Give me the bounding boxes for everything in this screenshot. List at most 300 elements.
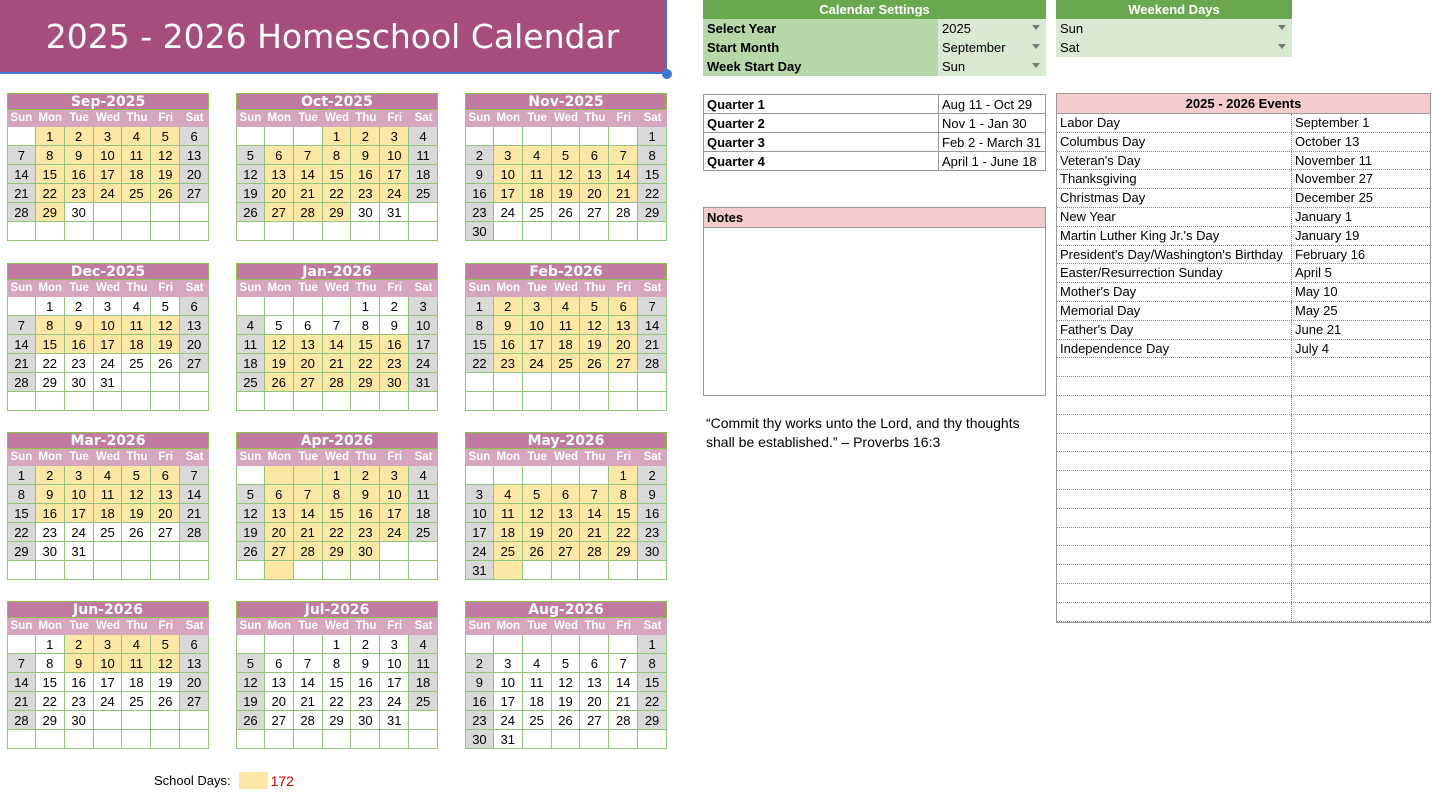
empty-day-cell[interactable]: [7, 392, 36, 411]
empty-day-cell[interactable]: [409, 203, 438, 222]
day-cell[interactable]: 27: [609, 354, 638, 373]
empty-day-cell[interactable]: [523, 561, 552, 580]
day-cell[interactable]: 2: [65, 635, 94, 654]
empty-day-cell[interactable]: [494, 373, 523, 392]
empty-day-cell[interactable]: [7, 561, 36, 580]
day-cell[interactable]: 13: [294, 335, 323, 354]
day-cell[interactable]: 14: [609, 165, 638, 184]
day-cell[interactable]: 24: [523, 354, 552, 373]
day-cell[interactable]: 20: [180, 335, 209, 354]
event-row-empty[interactable]: [1057, 396, 1430, 415]
event-date-empty[interactable]: [1292, 528, 1430, 546]
day-cell[interactable]: 3: [465, 485, 494, 504]
empty-day-cell[interactable]: [294, 730, 323, 749]
day-cell[interactable]: 11: [409, 146, 438, 165]
day-cell[interactable]: 6: [265, 654, 294, 673]
event-date[interactable]: September 1: [1295, 115, 1370, 130]
day-cell[interactable]: 21: [7, 354, 36, 373]
day-cell[interactable]: 1: [323, 127, 352, 146]
day-cell[interactable]: 31: [494, 730, 523, 749]
day-cell[interactable]: 26: [151, 184, 180, 203]
day-cell[interactable]: 30: [65, 203, 94, 222]
event-date[interactable]: December 25: [1295, 190, 1374, 206]
event-row-empty[interactable]: [1057, 603, 1430, 622]
day-cell[interactable]: 15: [36, 165, 65, 184]
event-name-empty[interactable]: [1057, 509, 1292, 527]
day-cell[interactable]: 11: [409, 485, 438, 504]
day-cell[interactable]: 7: [180, 466, 209, 485]
day-cell[interactable]: 27: [180, 692, 209, 711]
day-cell[interactable]: 1: [36, 635, 65, 654]
day-cell[interactable]: 2: [465, 654, 494, 673]
day-cell[interactable]: 1: [638, 127, 667, 146]
day-cell[interactable]: 1: [36, 297, 65, 316]
day-cell[interactable]: 20: [552, 523, 581, 542]
day-cell[interactable]: 14: [180, 485, 209, 504]
day-cell[interactable]: 15: [465, 335, 494, 354]
day-cell[interactable]: 30: [351, 542, 380, 561]
day-cell[interactable]: 23: [65, 354, 94, 373]
weekend-day-1-dropdown[interactable]: Sun: [1056, 19, 1292, 38]
school-days-count[interactable]: 172: [270, 772, 294, 789]
day-cell[interactable]: 16: [351, 165, 380, 184]
day-cell[interactable]: 8: [323, 485, 352, 504]
empty-day-cell[interactable]: [323, 297, 352, 316]
day-cell[interactable]: 4: [409, 466, 438, 485]
day-cell[interactable]: 19: [236, 523, 265, 542]
day-cell[interactable]: 26: [122, 523, 151, 542]
month-title[interactable]: Oct-2025: [236, 93, 438, 110]
day-cell[interactable]: 17: [494, 692, 523, 711]
empty-day-cell[interactable]: [380, 730, 409, 749]
empty-day-cell[interactable]: [265, 127, 294, 146]
day-cell[interactable]: 10: [94, 316, 123, 335]
empty-day-cell[interactable]: [151, 222, 180, 241]
day-cell[interactable]: 22: [323, 692, 352, 711]
event-name-empty[interactable]: [1057, 377, 1292, 395]
month-title[interactable]: Nov-2025: [465, 93, 667, 110]
day-cell[interactable]: 25: [409, 692, 438, 711]
event-name[interactable]: Independence Day: [1057, 340, 1292, 358]
empty-day-cell[interactable]: [609, 561, 638, 580]
day-cell[interactable]: 20: [609, 335, 638, 354]
day-cell[interactable]: 2: [65, 127, 94, 146]
dropdown-arrow-icon[interactable]: [1032, 25, 1040, 30]
day-cell[interactable]: 9: [638, 485, 667, 504]
day-cell[interactable]: 10: [494, 673, 523, 692]
empty-day-cell[interactable]: [494, 635, 523, 654]
day-cell[interactable]: 16: [494, 335, 523, 354]
day-cell[interactable]: 1: [323, 466, 352, 485]
month-title[interactable]: Aug-2026: [465, 601, 667, 618]
day-cell[interactable]: 4: [236, 316, 265, 335]
event-name[interactable]: New Year: [1057, 208, 1292, 226]
day-cell[interactable]: 21: [638, 335, 667, 354]
event-date-empty[interactable]: [1292, 415, 1430, 433]
week-start-day-dropdown[interactable]: Sun: [938, 57, 1046, 76]
day-cell[interactable]: 12: [552, 673, 581, 692]
day-cell[interactable]: 8: [323, 654, 352, 673]
event-name-empty[interactable]: [1057, 471, 1292, 489]
day-cell[interactable]: 11: [409, 654, 438, 673]
day-cell[interactable]: 8: [323, 146, 352, 165]
empty-day-cell[interactable]: [380, 542, 409, 561]
day-cell[interactable]: 30: [65, 711, 94, 730]
empty-day-cell[interactable]: [323, 730, 352, 749]
day-cell[interactable]: 20: [294, 354, 323, 373]
empty-day-cell[interactable]: [65, 561, 94, 580]
day-cell[interactable]: 28: [638, 354, 667, 373]
event-row-empty[interactable]: [1057, 546, 1430, 565]
day-cell[interactable]: 10: [94, 146, 123, 165]
day-cell[interactable]: 25: [409, 523, 438, 542]
day-cell[interactable]: 3: [494, 654, 523, 673]
day-cell[interactable]: 12: [236, 165, 265, 184]
day-cell[interactable]: 8: [36, 316, 65, 335]
empty-day-cell[interactable]: [580, 392, 609, 411]
day-cell[interactable]: 17: [94, 673, 123, 692]
day-cell[interactable]: 14: [323, 335, 352, 354]
day-cell[interactable]: 7: [7, 316, 36, 335]
day-cell[interactable]: 14: [580, 504, 609, 523]
day-cell[interactable]: 24: [465, 542, 494, 561]
day-cell[interactable]: 23: [351, 184, 380, 203]
day-cell[interactable]: 9: [351, 485, 380, 504]
day-cell[interactable]: 19: [523, 523, 552, 542]
event-row-empty[interactable]: [1057, 377, 1430, 396]
day-cell[interactable]: 6: [151, 466, 180, 485]
day-cell[interactable]: 1: [609, 466, 638, 485]
empty-day-cell[interactable]: [236, 466, 265, 485]
empty-day-cell[interactable]: [122, 222, 151, 241]
event-date-empty[interactable]: [1292, 490, 1430, 508]
day-cell[interactable]: 30: [638, 542, 667, 561]
day-cell[interactable]: 8: [7, 485, 36, 504]
empty-day-cell[interactable]: [409, 392, 438, 411]
event-date-empty[interactable]: [1292, 434, 1430, 452]
empty-day-cell[interactable]: [638, 392, 667, 411]
day-cell[interactable]: 22: [36, 184, 65, 203]
day-cell[interactable]: 19: [151, 335, 180, 354]
day-cell[interactable]: 27: [180, 184, 209, 203]
day-cell[interactable]: 25: [122, 692, 151, 711]
day-cell[interactable]: 18: [552, 335, 581, 354]
day-cell[interactable]: 3: [380, 127, 409, 146]
day-cell[interactable]: 13: [265, 504, 294, 523]
day-cell[interactable]: 24: [94, 692, 123, 711]
day-cell[interactable]: 15: [36, 673, 65, 692]
empty-day-cell[interactable]: [122, 711, 151, 730]
event-row-empty[interactable]: [1057, 471, 1430, 490]
empty-day-cell[interactable]: [494, 222, 523, 241]
day-cell[interactable]: 13: [180, 316, 209, 335]
empty-day-cell[interactable]: [180, 711, 209, 730]
day-cell[interactable]: 20: [265, 184, 294, 203]
day-cell[interactable]: 22: [36, 692, 65, 711]
day-cell[interactable]: 21: [609, 692, 638, 711]
day-cell[interactable]: 29: [323, 542, 352, 561]
day-cell[interactable]: 11: [523, 673, 552, 692]
day-cell[interactable]: 7: [638, 297, 667, 316]
empty-day-cell[interactable]: [151, 561, 180, 580]
day-cell[interactable]: 22: [323, 523, 352, 542]
day-cell[interactable]: 17: [65, 504, 94, 523]
day-cell[interactable]: 6: [294, 316, 323, 335]
day-cell[interactable]: 20: [580, 692, 609, 711]
day-cell[interactable]: 13: [151, 485, 180, 504]
day-cell[interactable]: 11: [94, 485, 123, 504]
event-name[interactable]: Memorial Day: [1057, 302, 1292, 320]
empty-day-cell[interactable]: [122, 373, 151, 392]
day-cell[interactable]: 27: [580, 711, 609, 730]
day-cell[interactable]: 10: [94, 654, 123, 673]
day-cell[interactable]: 25: [409, 184, 438, 203]
day-cell[interactable]: 1: [36, 127, 65, 146]
day-cell[interactable]: 3: [494, 146, 523, 165]
day-cell[interactable]: 5: [151, 127, 180, 146]
dropdown-arrow-icon[interactable]: [1278, 44, 1286, 49]
empty-day-cell[interactable]: [380, 222, 409, 241]
empty-day-cell[interactable]: [180, 373, 209, 392]
day-cell[interactable]: 25: [94, 523, 123, 542]
event-date-empty[interactable]: [1292, 396, 1430, 414]
day-cell[interactable]: 11: [523, 165, 552, 184]
event-name[interactable]: Mother's Day: [1057, 283, 1292, 301]
day-cell[interactable]: 23: [380, 354, 409, 373]
day-cell[interactable]: 7: [323, 316, 352, 335]
day-cell[interactable]: 31: [65, 542, 94, 561]
event-date-empty[interactable]: [1292, 603, 1430, 621]
weekend-day-2-dropdown[interactable]: Sat: [1056, 38, 1292, 57]
event-name[interactable]: Columbus Day: [1057, 133, 1292, 151]
day-cell[interactable]: 5: [523, 485, 552, 504]
day-cell[interactable]: 17: [380, 504, 409, 523]
day-cell[interactable]: 17: [523, 335, 552, 354]
event-name-empty[interactable]: [1057, 584, 1292, 602]
event-name-empty[interactable]: [1057, 452, 1292, 470]
event-name[interactable]: Thanksgiving: [1057, 170, 1292, 188]
select-year-dropdown[interactable]: 2025: [938, 19, 1046, 38]
day-cell[interactable]: 11: [122, 316, 151, 335]
event-date-empty[interactable]: [1292, 471, 1430, 489]
day-cell[interactable]: 18: [409, 673, 438, 692]
quarter-name[interactable]: Quarter 2: [704, 114, 939, 133]
day-cell[interactable]: 26: [236, 542, 265, 561]
empty-day-cell[interactable]: [638, 561, 667, 580]
day-cell[interactable]: 28: [294, 542, 323, 561]
empty-day-cell[interactable]: [580, 561, 609, 580]
event-date-empty[interactable]: [1292, 452, 1430, 470]
day-cell[interactable]: 20: [151, 504, 180, 523]
day-cell[interactable]: 13: [609, 316, 638, 335]
day-cell[interactable]: 4: [94, 466, 123, 485]
empty-day-cell[interactable]: [180, 730, 209, 749]
empty-day-cell[interactable]: [94, 730, 123, 749]
day-cell[interactable]: 24: [380, 523, 409, 542]
quarter-range[interactable]: April 1 - June 18: [939, 152, 1046, 171]
day-cell[interactable]: 2: [465, 146, 494, 165]
empty-day-cell[interactable]: [323, 561, 352, 580]
empty-day-cell[interactable]: [523, 730, 552, 749]
empty-day-cell[interactable]: [609, 392, 638, 411]
empty-day-cell[interactable]: [236, 127, 265, 146]
day-cell[interactable]: 14: [7, 165, 36, 184]
empty-day-cell[interactable]: [294, 392, 323, 411]
day-cell[interactable]: 14: [294, 165, 323, 184]
empty-day-cell[interactable]: [94, 561, 123, 580]
day-cell[interactable]: 4: [122, 297, 151, 316]
day-cell[interactable]: 15: [609, 504, 638, 523]
day-cell[interactable]: 23: [36, 523, 65, 542]
empty-day-cell[interactable]: [7, 127, 36, 146]
day-cell[interactable]: 3: [94, 635, 123, 654]
empty-day-cell[interactable]: [351, 561, 380, 580]
day-cell[interactable]: 8: [465, 316, 494, 335]
empty-day-cell[interactable]: [122, 561, 151, 580]
day-cell[interactable]: 30: [465, 730, 494, 749]
day-cell[interactable]: 2: [65, 297, 94, 316]
event-row-empty[interactable]: [1057, 528, 1430, 547]
day-cell[interactable]: 9: [65, 146, 94, 165]
empty-day-cell[interactable]: [122, 392, 151, 411]
day-cell[interactable]: 28: [609, 203, 638, 222]
day-cell[interactable]: 12: [523, 504, 552, 523]
empty-day-cell[interactable]: [36, 561, 65, 580]
day-cell[interactable]: 27: [552, 542, 581, 561]
empty-day-cell[interactable]: [494, 561, 523, 580]
month-title[interactable]: Jun-2026: [7, 601, 209, 618]
day-cell[interactable]: 7: [294, 654, 323, 673]
day-cell[interactable]: 13: [580, 673, 609, 692]
day-cell[interactable]: 24: [94, 184, 123, 203]
empty-day-cell[interactable]: [465, 635, 494, 654]
event-name[interactable]: Labor Day: [1057, 114, 1292, 132]
empty-day-cell[interactable]: [609, 222, 638, 241]
empty-day-cell[interactable]: [265, 466, 294, 485]
event-name[interactable]: Christmas Day: [1057, 189, 1292, 207]
day-cell[interactable]: 31: [380, 203, 409, 222]
day-cell[interactable]: 3: [523, 297, 552, 316]
event-date-empty[interactable]: [1292, 509, 1430, 527]
day-cell[interactable]: 30: [351, 711, 380, 730]
day-cell[interactable]: 25: [494, 542, 523, 561]
event-row-empty[interactable]: [1057, 452, 1430, 471]
day-cell[interactable]: 27: [180, 354, 209, 373]
day-cell[interactable]: 25: [552, 354, 581, 373]
empty-day-cell[interactable]: [351, 392, 380, 411]
event-row-empty[interactable]: [1057, 434, 1430, 453]
day-cell[interactable]: 23: [351, 692, 380, 711]
day-cell[interactable]: 19: [236, 692, 265, 711]
empty-day-cell[interactable]: [122, 203, 151, 222]
empty-day-cell[interactable]: [409, 542, 438, 561]
event-row-empty[interactable]: [1057, 584, 1430, 603]
empty-day-cell[interactable]: [580, 466, 609, 485]
day-cell[interactable]: 22: [465, 354, 494, 373]
day-cell[interactable]: 13: [180, 146, 209, 165]
day-cell[interactable]: 4: [409, 635, 438, 654]
empty-day-cell[interactable]: [523, 466, 552, 485]
day-cell[interactable]: 23: [465, 711, 494, 730]
day-cell[interactable]: 26: [265, 373, 294, 392]
empty-day-cell[interactable]: [180, 203, 209, 222]
empty-day-cell[interactable]: [180, 392, 209, 411]
day-cell[interactable]: 9: [465, 165, 494, 184]
empty-day-cell[interactable]: [380, 392, 409, 411]
empty-day-cell[interactable]: [523, 635, 552, 654]
empty-day-cell[interactable]: [552, 466, 581, 485]
start-month-dropdown[interactable]: September: [938, 38, 1046, 57]
day-cell[interactable]: 14: [294, 673, 323, 692]
empty-day-cell[interactable]: [7, 730, 36, 749]
empty-day-cell[interactable]: [151, 730, 180, 749]
empty-day-cell[interactable]: [465, 466, 494, 485]
empty-day-cell[interactable]: [523, 127, 552, 146]
day-cell[interactable]: 16: [351, 673, 380, 692]
day-cell[interactable]: 29: [7, 542, 36, 561]
event-name[interactable]: Easter/Resurrection Sunday: [1057, 264, 1292, 282]
event-date-empty[interactable]: [1292, 377, 1430, 395]
event-date-empty[interactable]: [1292, 358, 1430, 376]
day-cell[interactable]: 18: [409, 165, 438, 184]
empty-day-cell[interactable]: [65, 392, 94, 411]
empty-day-cell[interactable]: [180, 542, 209, 561]
day-cell[interactable]: 22: [323, 184, 352, 203]
empty-day-cell[interactable]: [580, 730, 609, 749]
day-cell[interactable]: 16: [65, 673, 94, 692]
day-cell[interactable]: 31: [465, 561, 494, 580]
empty-day-cell[interactable]: [236, 297, 265, 316]
day-cell[interactable]: 18: [94, 504, 123, 523]
day-cell[interactable]: 7: [294, 485, 323, 504]
empty-day-cell[interactable]: [7, 635, 36, 654]
day-cell[interactable]: 2: [36, 466, 65, 485]
quarter-name[interactable]: Quarter 3: [704, 133, 939, 152]
empty-day-cell[interactable]: [265, 297, 294, 316]
day-cell[interactable]: 29: [351, 373, 380, 392]
day-cell[interactable]: 5: [552, 654, 581, 673]
day-cell[interactable]: 22: [36, 354, 65, 373]
day-cell[interactable]: 9: [380, 316, 409, 335]
empty-day-cell[interactable]: [294, 297, 323, 316]
day-cell[interactable]: 5: [151, 635, 180, 654]
day-cell[interactable]: 19: [580, 335, 609, 354]
day-cell[interactable]: 6: [180, 635, 209, 654]
day-cell[interactable]: 2: [351, 466, 380, 485]
day-cell[interactable]: 28: [323, 373, 352, 392]
day-cell[interactable]: 15: [638, 673, 667, 692]
day-cell[interactable]: 4: [523, 146, 552, 165]
day-cell[interactable]: 24: [409, 354, 438, 373]
day-cell[interactable]: 8: [638, 654, 667, 673]
day-cell[interactable]: 10: [523, 316, 552, 335]
empty-day-cell[interactable]: [65, 222, 94, 241]
day-cell[interactable]: 10: [380, 146, 409, 165]
day-cell[interactable]: 16: [65, 165, 94, 184]
quarter-name[interactable]: Quarter 4: [704, 152, 939, 171]
dropdown-arrow-icon[interactable]: [1032, 44, 1040, 49]
empty-day-cell[interactable]: [122, 542, 151, 561]
event-date[interactable]: May 25: [1295, 302, 1338, 318]
event-date[interactable]: November 27: [1295, 171, 1374, 187]
day-cell[interactable]: 10: [65, 485, 94, 504]
day-cell[interactable]: 18: [494, 523, 523, 542]
empty-day-cell[interactable]: [351, 222, 380, 241]
day-cell[interactable]: 12: [580, 316, 609, 335]
empty-day-cell[interactable]: [94, 392, 123, 411]
day-cell[interactable]: 1: [323, 635, 352, 654]
day-cell[interactable]: 1: [638, 635, 667, 654]
